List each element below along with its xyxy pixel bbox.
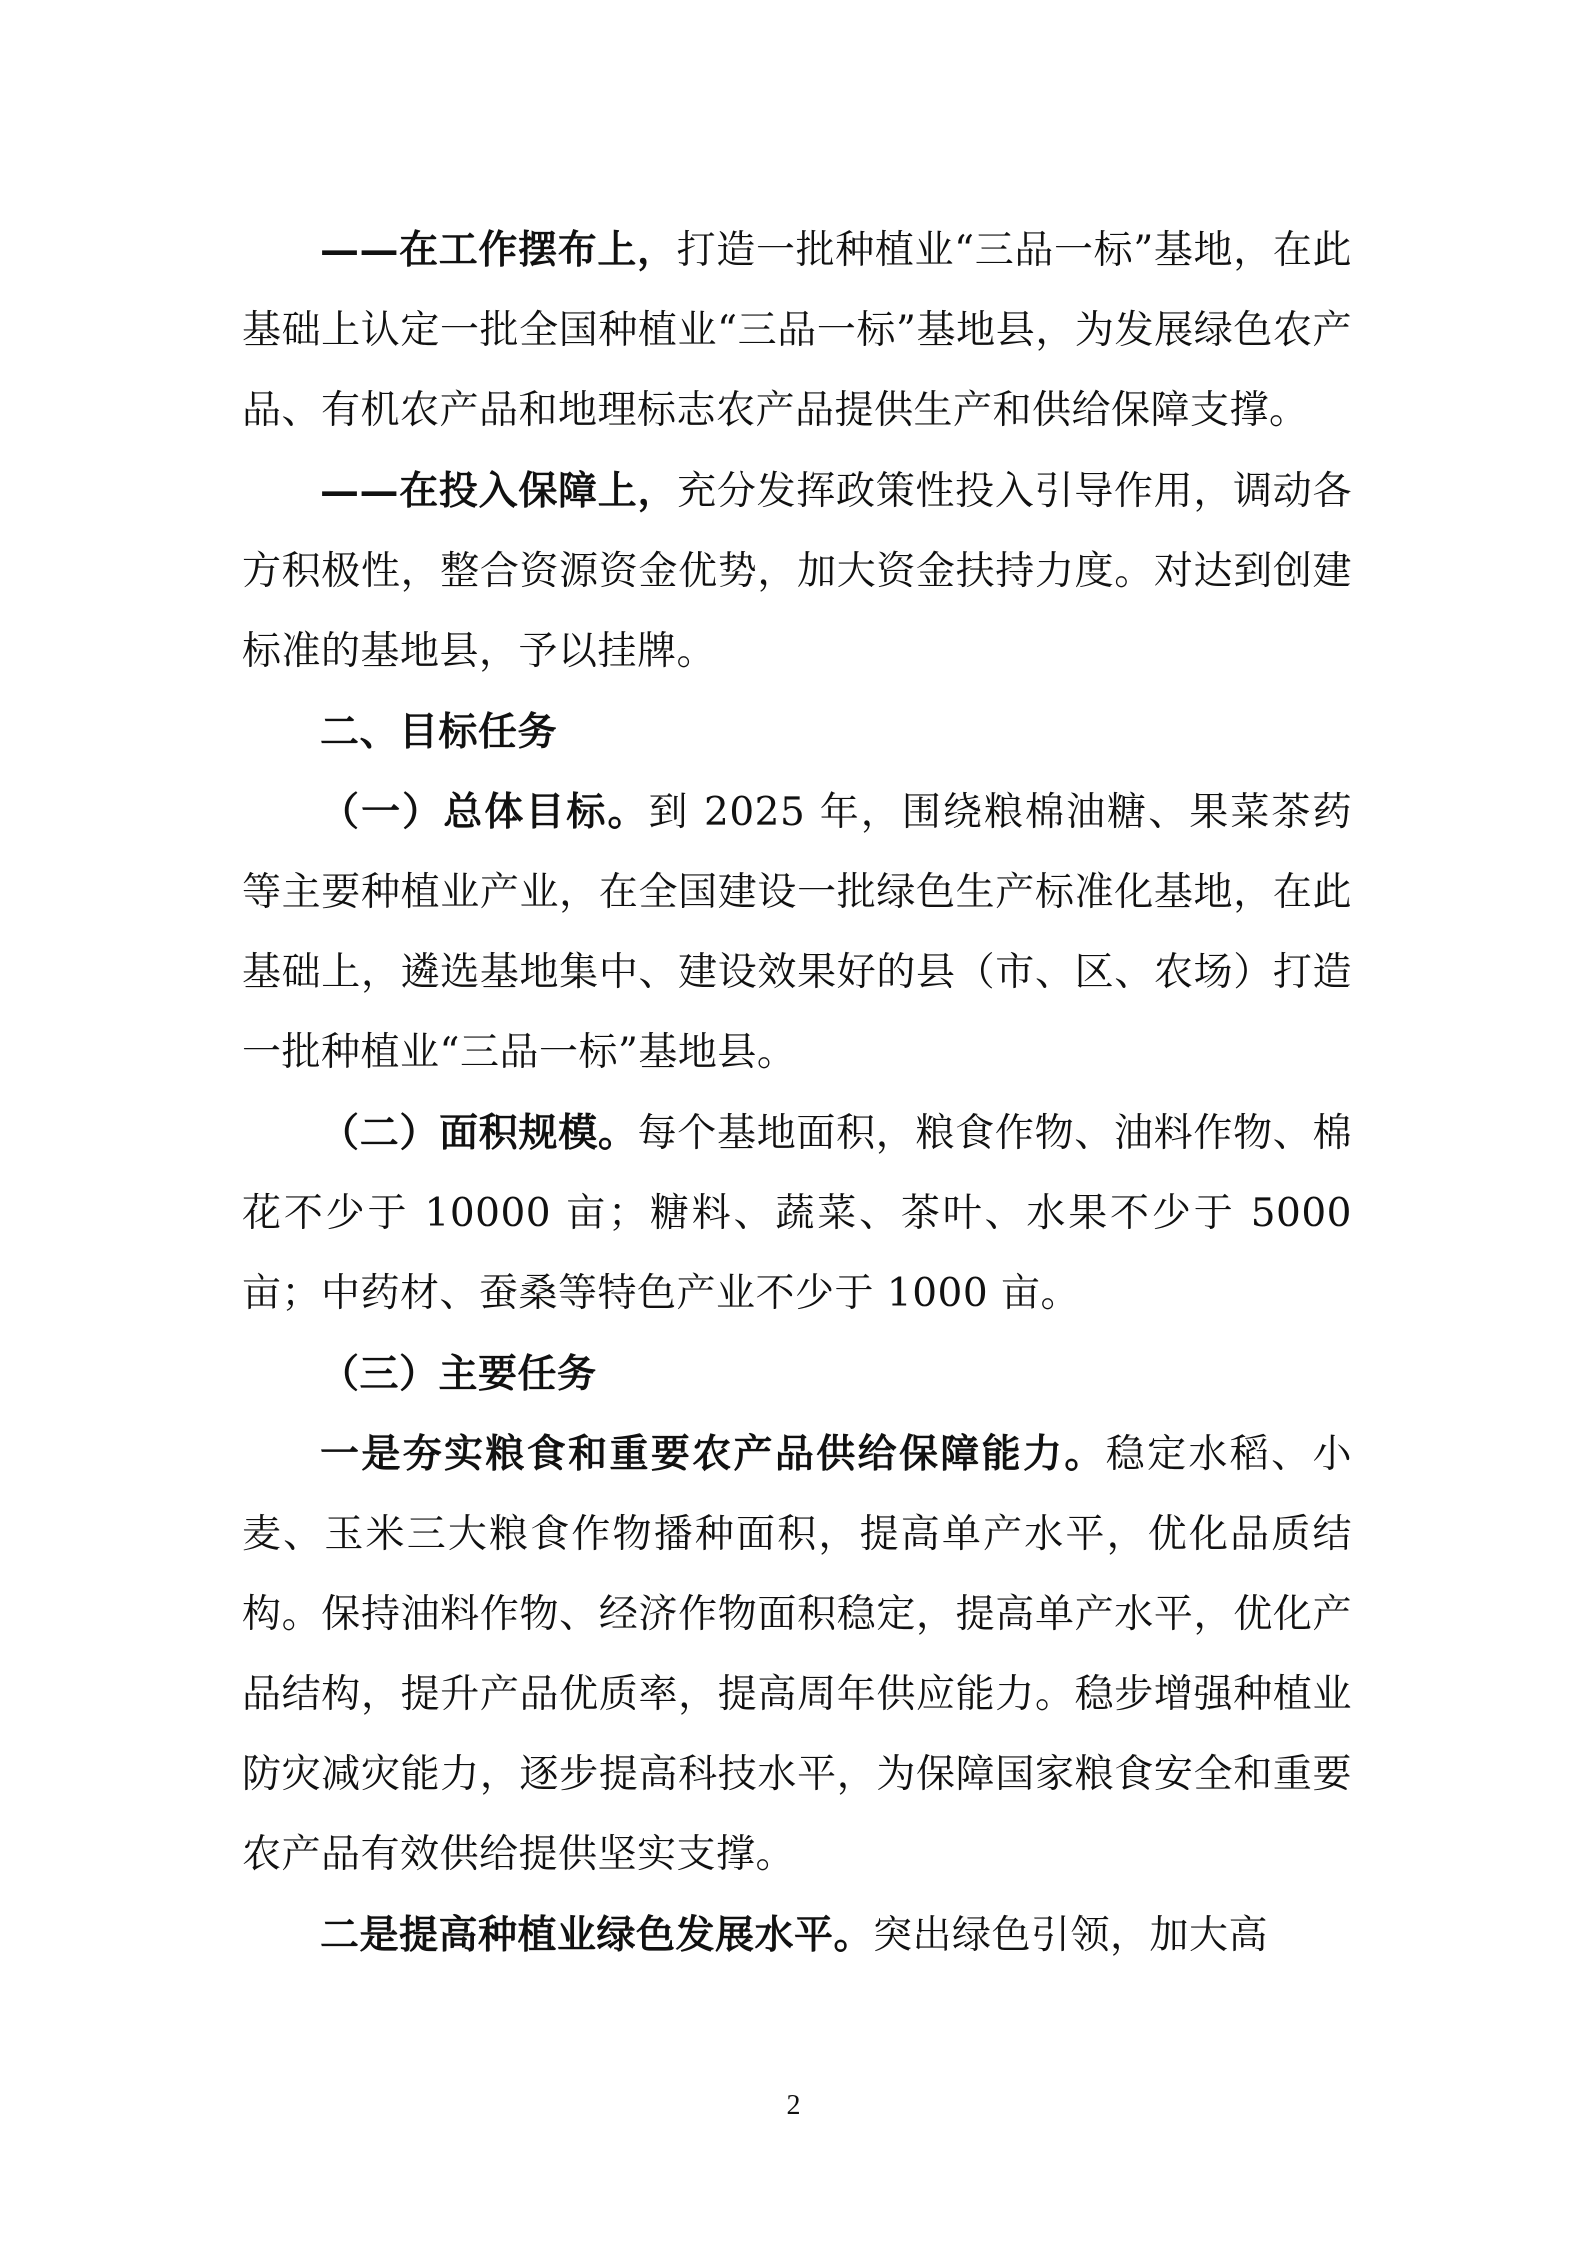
paragraph-text: 稳定水稻、小麦、玉米三大粮食作物播种面积，提高单产水平，优化品质结构。保持油料作物、经济作物面积稳定，提高单产水平，优化产品结构，提升产品优质率，提高周年供应能力。稳步增强种植业防灾减灾能力，逐步提高科技水平，为保障国家粮食安全和重要农产品有效供给提供坚实支撑。 [242, 1432, 1352, 1877]
paragraph-lead: 二是提高种植业绿色发展水平。 [320, 1912, 874, 1958]
paragraph-text: 突出绿色引领，加大高 [873, 1913, 1269, 1958]
paragraph-work-arrangement [242, 210, 1352, 451]
paragraph-text: 每个基地面积，粮食作物、油料作物、棉花不少于 10000 亩；糖料、蔬菜、茶叶、水果不少于 5000 亩；中药材、蚕桑等特色产业不少于 1000 亩。 [242, 1111, 1352, 1316]
paragraph-overall-goal [242, 772, 1352, 1093]
paragraph-task-one [242, 1414, 1352, 1895]
section-heading: 二、目标任务 [320, 709, 558, 755]
document-body [242, 210, 1352, 1976]
paragraph-text: 充分发挥政策性投入引导作用，调动各方积极性，整合资源资金优势，加大资金扶持力度。对达到创建标准的基地县，予以挂牌。 [242, 469, 1352, 674]
paragraph-lead: ——在投入保障上， [320, 468, 678, 514]
page-number: 2 [786, 2090, 801, 2121]
paragraph-lead: （一）总体目标。 [320, 789, 649, 835]
paragraph-investment-guarantee [242, 451, 1352, 692]
paragraph-lead: 一是夯实粮食和重要农产品供给保障能力。 [320, 1431, 1106, 1477]
paragraph-text: 打造一批种植业“三品一标”基地，在此基础上认定一批全国种植业“三品一标”基地县，为发展绿色农产品、有机农产品和地理标志农产品提供生产和供给保障支撑。 [242, 228, 1352, 433]
subsection-heading: （三）主要任务 [320, 1351, 597, 1397]
paragraph-lead: ——在工作摆布上， [320, 227, 677, 273]
paragraph-lead: （二）面积规模。 [320, 1110, 638, 1156]
paragraph-text: 到 2025 年，围绕粮棉油糖、果菜茶药等主要种植业产业，在全国建设一批绿色生产标准化基地，在此基础上，遴选基地集中、建设效果好的县（市、区、农场）打造一批种植业“三品一标”基地县。 [242, 790, 1352, 1075]
paragraph-area-scale [242, 1093, 1352, 1334]
paragraph-task-two [242, 1895, 1352, 1976]
